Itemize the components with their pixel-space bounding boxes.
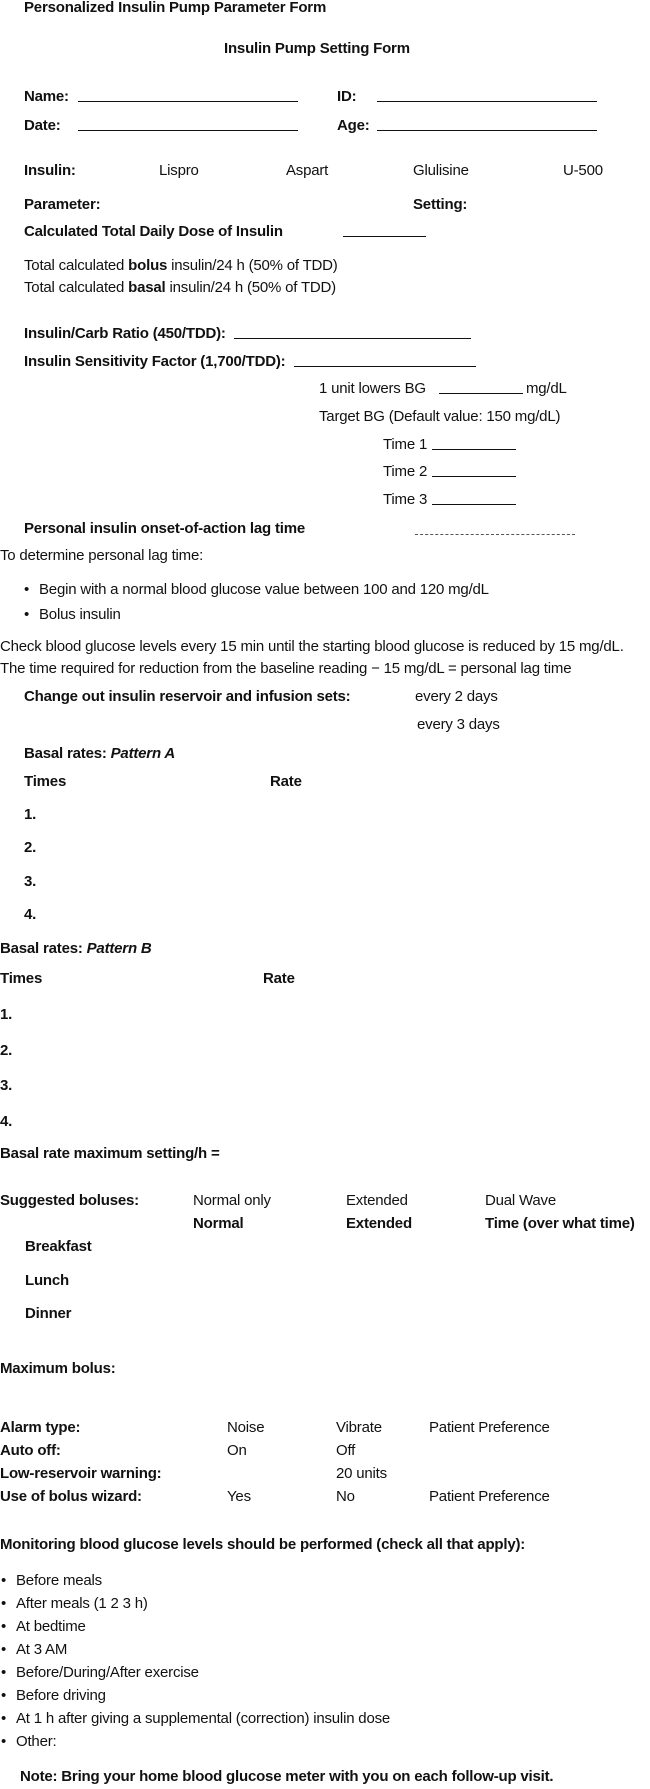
- bolus-wizard-label: Use of bolus wizard:: [0, 1488, 142, 1505]
- bullet-icon: •: [1, 1572, 7, 1589]
- alarm-option-preference[interactable]: Patient Preference: [429, 1419, 550, 1436]
- setting-header: Setting:: [413, 196, 468, 213]
- suggested-boluses-label: Suggested boluses:: [0, 1192, 139, 1209]
- pattern-a-row-1: 1.: [24, 806, 37, 823]
- max-bolus-label: Maximum bolus:: [0, 1360, 116, 1377]
- bullet-icon: •: [1, 1618, 7, 1635]
- target-bg: Target BG (Default value: 150 mg/dL): [319, 408, 561, 425]
- name-field[interactable]: [78, 101, 298, 102]
- isf-label: Insulin Sensitivity Factor (1,700/TDD):: [24, 353, 286, 370]
- bolus-insulin-line: Total calculated bolus insulin/24 h (50% of TDD): [24, 257, 338, 274]
- meal-dinner: Dinner: [25, 1305, 72, 1322]
- tdd-label: Calculated Total Daily Dose of Insulin: [24, 223, 283, 240]
- reservoir-option-3-days[interactable]: every 3 days: [417, 716, 500, 733]
- bullet-icon: •: [1, 1595, 7, 1612]
- auto-off-option-off[interactable]: Off: [336, 1442, 356, 1459]
- monitor-item-other[interactable]: Other:: [16, 1733, 57, 1750]
- basal-insulin-line: Total calculated basal insulin/24 h (50% of TDD): [24, 279, 336, 296]
- auto-off-option-on[interactable]: On: [227, 1442, 247, 1459]
- time-3-field[interactable]: [432, 504, 516, 505]
- pattern-b-times-header: Times: [0, 970, 43, 987]
- time-2-field[interactable]: [432, 476, 516, 477]
- pattern-b-row-4: 4.: [0, 1113, 13, 1130]
- reservoir-label: Change out insulin reservoir and infusion sets:: [24, 688, 351, 705]
- meal-lunch: Lunch: [25, 1272, 69, 1289]
- monitor-item-after-meals[interactable]: After meals (1 2 3 h): [16, 1595, 148, 1612]
- lowers-bg-label: 1 unit lowers BG: [319, 380, 426, 397]
- basal-pattern-b-title: Basal rates: Pattern B: [0, 940, 152, 957]
- age-label: Age:: [337, 117, 370, 134]
- icr-label: Insulin/Carb Ratio (450/TDD):: [24, 325, 226, 342]
- pattern-a-row-2: 2.: [24, 839, 37, 856]
- bullet-icon: •: [1, 1687, 7, 1704]
- pattern-a-times-header: Times: [24, 773, 67, 790]
- monitor-item-correction[interactable]: At 1 h after giving a supplemental (correction) insulin dose: [16, 1710, 391, 1727]
- basal-pattern-a-title: Basal rates: Pattern A: [24, 745, 175, 762]
- pattern-b-row-1: 1.: [0, 1006, 13, 1023]
- monitor-item-before-meals[interactable]: Before meals: [16, 1572, 102, 1589]
- date-field[interactable]: [78, 130, 298, 131]
- determine-bullet-2: Bolus insulin: [39, 606, 121, 623]
- pattern-b-row-3: 3.: [0, 1077, 13, 1094]
- bolus-col-time: Time (over what time): [485, 1215, 635, 1232]
- lowers-bg-unit: mg/dL: [526, 380, 567, 397]
- id-field[interactable]: [377, 101, 597, 102]
- time-1-field[interactable]: [432, 449, 516, 450]
- time-3-label: Time 3: [383, 491, 428, 508]
- monitor-item-driving[interactable]: Before driving: [16, 1687, 106, 1704]
- reservoir-option-2-days[interactable]: every 2 days: [415, 688, 498, 705]
- bullet-icon: •: [24, 606, 30, 623]
- time-2-label: Time 2: [383, 463, 428, 480]
- bolus-type-dual-wave[interactable]: Dual Wave: [485, 1192, 557, 1209]
- lowers-bg-field[interactable]: [439, 393, 523, 394]
- bullet-icon: •: [1, 1710, 7, 1727]
- parameter-header: Parameter:: [24, 196, 101, 213]
- insulin-option-aspart[interactable]: Aspart: [286, 162, 329, 179]
- wizard-option-yes[interactable]: Yes: [227, 1488, 251, 1505]
- monitor-item-bedtime[interactable]: At bedtime: [16, 1618, 86, 1635]
- tdd-field[interactable]: [343, 236, 426, 237]
- pattern-b-row-2: 2.: [0, 1042, 13, 1059]
- basal-max-label: Basal rate maximum setting/h =: [0, 1145, 220, 1162]
- pattern-a-row-4: 4.: [24, 906, 37, 923]
- bolus-col-normal: Normal: [193, 1215, 244, 1232]
- meal-breakfast: Breakfast: [25, 1238, 92, 1255]
- lag-time-definition: The time required for reduction from the baseline reading − 15 mg/dL = personal lag time: [0, 660, 572, 677]
- bolus-type-extended[interactable]: Extended: [346, 1192, 408, 1209]
- bullet-icon: •: [24, 581, 30, 598]
- alarm-type-label: Alarm type:: [0, 1419, 81, 1436]
- wizard-option-no[interactable]: No: [336, 1488, 355, 1505]
- alarm-option-vibrate[interactable]: Vibrate: [336, 1419, 382, 1436]
- bolus-col-extended: Extended: [346, 1215, 412, 1232]
- pattern-b-rate-header: Rate: [263, 970, 295, 987]
- alarm-option-noise[interactable]: Noise: [227, 1419, 265, 1436]
- insulin-option-glulisine[interactable]: Glulisine: [413, 162, 469, 179]
- bolus-type-normal-only[interactable]: Normal only: [193, 1192, 271, 1209]
- determine-bullet-1: Begin with a normal blood glucose value between 100 and 120 mg/dL: [39, 581, 489, 598]
- name-label: Name:: [24, 88, 69, 105]
- monitor-item-exercise[interactable]: Before/During/After exercise: [16, 1664, 199, 1681]
- lag-time-label: Personal insulin onset-of-action lag time: [24, 520, 306, 537]
- id-label: ID:: [337, 88, 357, 105]
- age-field[interactable]: [377, 130, 597, 131]
- determine-lag-text: To determine personal lag time:: [0, 547, 204, 564]
- insulin-option-lispro[interactable]: Lispro: [159, 162, 199, 179]
- bullet-icon: •: [1, 1664, 7, 1681]
- pattern-a-row-3: 3.: [24, 873, 37, 890]
- insulin-option-u500[interactable]: U-500: [563, 162, 603, 179]
- isf-field[interactable]: [294, 366, 476, 367]
- auto-off-label: Auto off:: [0, 1442, 61, 1459]
- time-1-label: Time 1: [383, 436, 428, 453]
- form-title: Insulin Pump Setting Form: [224, 40, 410, 57]
- bullet-icon: •: [1, 1641, 7, 1658]
- monitor-item-3am[interactable]: At 3 AM: [16, 1641, 68, 1658]
- note-text: Note: Bring your home blood glucose meter with you on each follow-up visit.: [20, 1768, 554, 1785]
- insulin-label: Insulin:: [24, 162, 76, 179]
- lag-time-field[interactable]: [415, 534, 575, 535]
- low-reservoir-label: Low-reservoir warning:: [0, 1465, 162, 1482]
- wizard-option-preference[interactable]: Patient Preference: [429, 1488, 550, 1505]
- check-glucose-text: Check blood glucose levels every 15 min until the starting blood glucose is reduced by 15 mg/dL.: [0, 638, 624, 655]
- bullet-icon: •: [1, 1733, 7, 1750]
- low-reservoir-option[interactable]: 20 units: [336, 1465, 387, 1482]
- document-title: Personalized Insulin Pump Parameter Form: [24, 0, 327, 16]
- pattern-a-rate-header: Rate: [270, 773, 302, 790]
- icr-field[interactable]: [234, 338, 471, 339]
- monitoring-label: Monitoring blood glucose levels should be performed (check all that apply):: [0, 1536, 526, 1553]
- date-label: Date:: [24, 117, 61, 134]
